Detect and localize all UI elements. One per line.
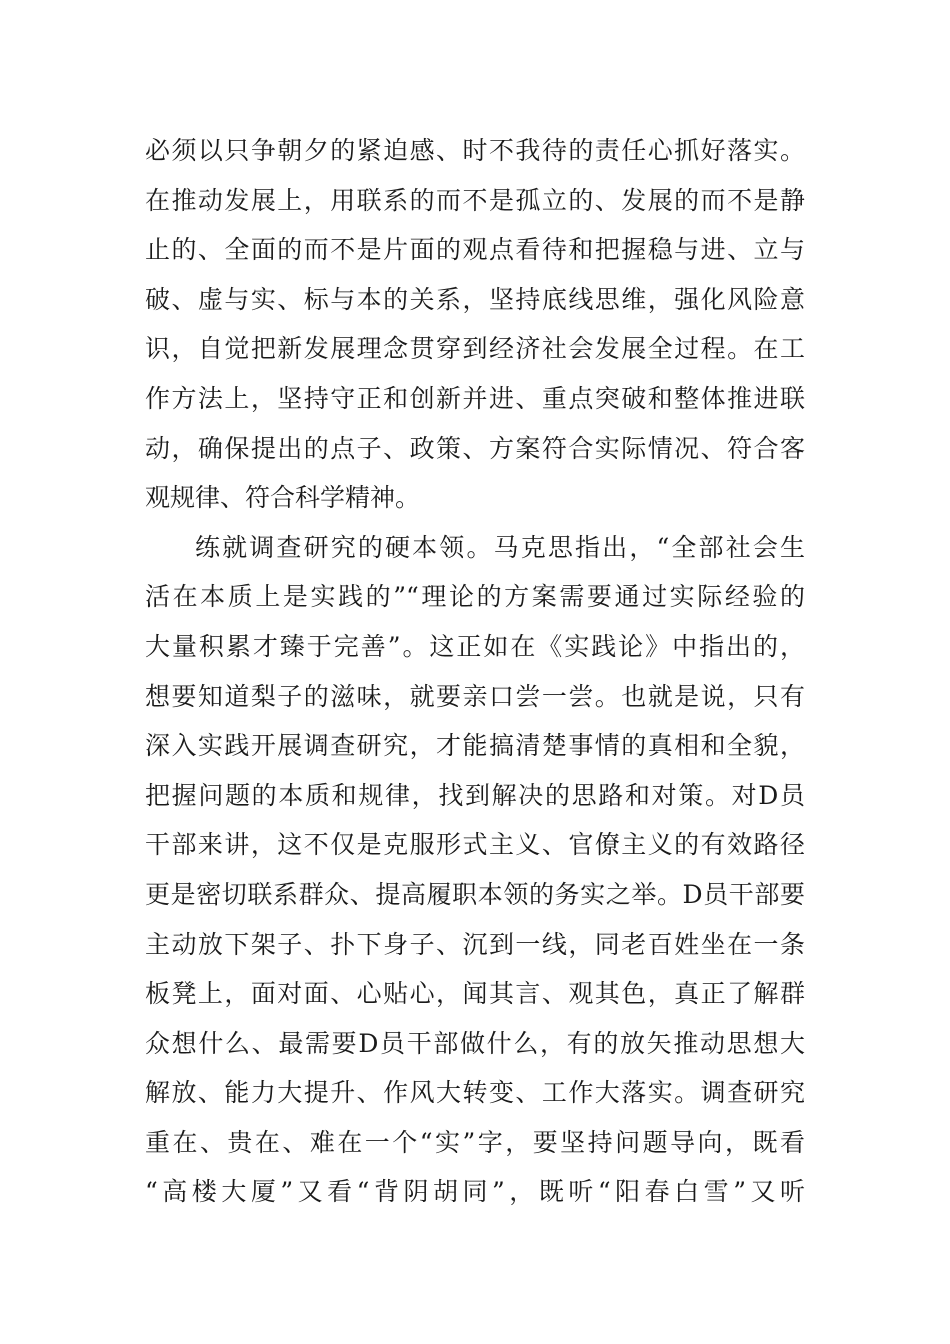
text-line: 解放、能力大提升、作风大转变、工作大落实。调查研究 bbox=[145, 1078, 805, 1108]
text-line: 止的、全面的而不是片面的观点看待和把握稳与进、立与 bbox=[145, 235, 805, 265]
text-line: 主动放下架子、扑下身子、沉到一线，同老百姓坐在一条 bbox=[145, 929, 805, 959]
text-line: 破、虚与实、标与本的关系，坚持底线思维，强化风险意 bbox=[145, 284, 805, 314]
text-line: 想要知道梨子的滋味，就要亲口尝一尝。也就是说，只有 bbox=[145, 681, 805, 711]
text-line: 众想什么、最需要D员干部做什么，有的放矢推动思想大 bbox=[145, 1028, 805, 1058]
text-line: “高楼大厦”又看“背阴胡同”，既听“阳春白雪”又听 bbox=[145, 1177, 805, 1207]
text-line: 深入实践开展调查研究，才能搞清楚事情的真相和全貌， bbox=[145, 731, 805, 761]
text-line: 在推动发展上，用联系的而不是孤立的、发展的而不是静 bbox=[145, 185, 805, 215]
text-line: 干部来讲，这不仅是克服形式主义、官僚主义的有效路径 bbox=[145, 830, 805, 860]
text-line: 识，自觉把新发展理念贯穿到经济社会发展全过程。在工 bbox=[145, 334, 805, 364]
text-line: 作方法上，坚持守正和创新并进、重点突破和整体推进联 bbox=[145, 383, 805, 413]
paragraph-start-line: 练就调查研究的硬本领。马克思指出，“全部社会生 bbox=[195, 532, 805, 562]
text-line: 重在、贵在、难在一个“实”字，要坚持问题导向，既看 bbox=[145, 1127, 805, 1157]
text-line: 更是密切联系群众、提高履职本领的务实之举。D员干部要 bbox=[145, 879, 805, 909]
text-line: 板凳上，面对面、心贴心，闻其言、观其色，真正了解群 bbox=[145, 979, 805, 1009]
text-line: 大量积累才臻于完善”。这正如在《实践论》中指出的， bbox=[145, 631, 805, 661]
text-line: 观规律、符合科学精神。 bbox=[145, 483, 421, 513]
text-line: 必须以只争朝夕的紧迫感、时不我待的责任心抓好落实。 bbox=[145, 136, 805, 165]
text-line: 把握问题的本质和规律，找到解决的思路和对策。对D员 bbox=[145, 780, 805, 810]
text-line: 动，确保提出的点子、政策、方案符合实际情况、符合客 bbox=[145, 433, 805, 463]
body-text bbox=[145, 126, 805, 1217]
text-line: 活在本质上是实践的”“理论的方案需要通过实际经验的 bbox=[145, 582, 805, 612]
